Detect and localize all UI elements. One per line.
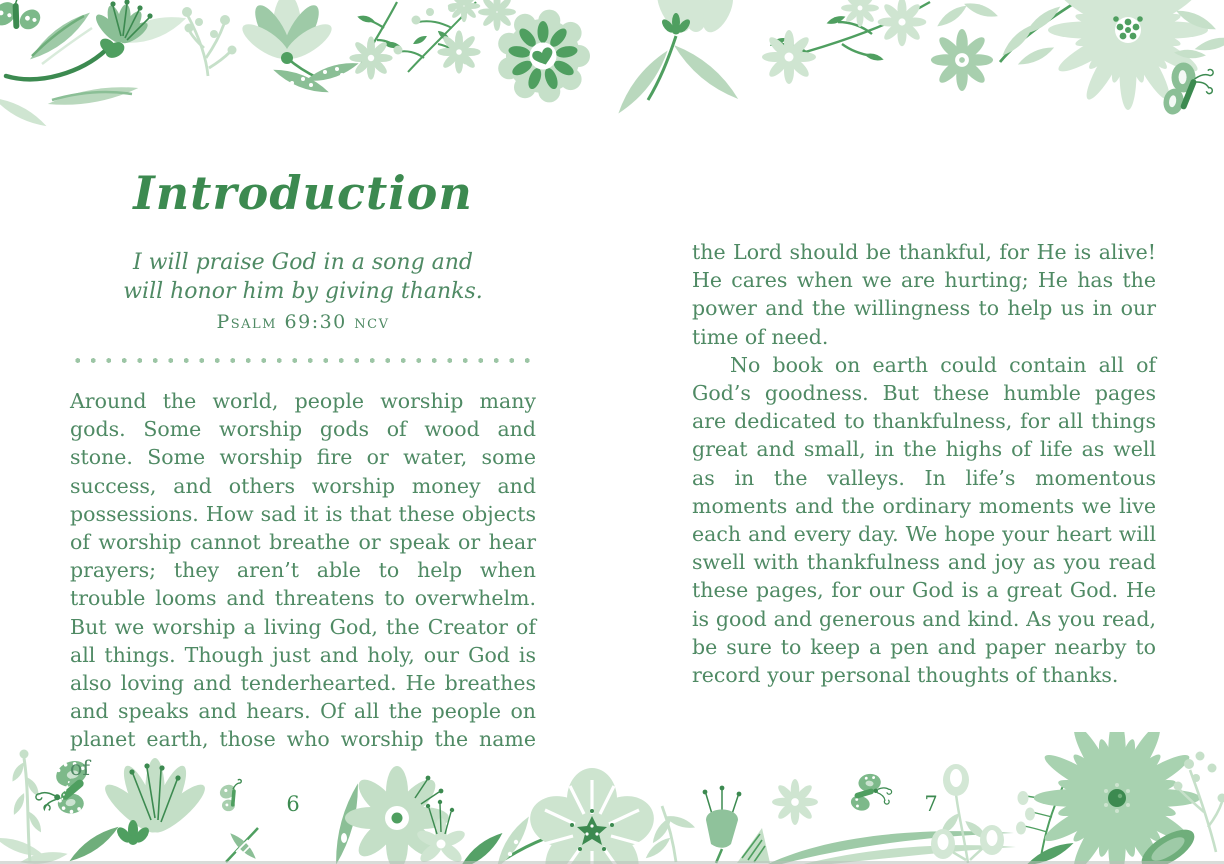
- quote-line-2: will honor him by giving thanks.: [123, 279, 483, 304]
- berry-sprig: [394, 0, 516, 74]
- berry-sprig: [182, 7, 237, 76]
- page-number-left: 6: [286, 792, 300, 816]
- heart-flower: [498, 10, 590, 103]
- leaf: [271, 58, 360, 98]
- sprig: [226, 828, 259, 862]
- flower: [92, 0, 189, 61]
- sprig: [0, 750, 69, 864]
- flower: [237, 0, 336, 65]
- daisy-flower: [772, 779, 818, 825]
- bud: [931, 829, 955, 859]
- page-number-right: 7: [924, 792, 938, 816]
- sprig: [349, 2, 401, 80]
- dotted-divider: [70, 357, 536, 364]
- right-page: [692, 238, 1156, 689]
- body-text-left: Around the world, people worship many gods. Some worship gods of wood and stone. Some worship fire or water, some success, and others worship money and possessions. How sad it is that these objects of worship cannot breathe or speak or hear prayers; they aren’t able to help when trouble looms and threatens to overwhelm. But we worship a living God, the Creator of all things. Though just and holy, our God is also loving and tenderhearted. He breathes and speaks and hears. Of all the people on planet earth, those who worship the name of: [70, 389, 536, 780]
- bud: [980, 825, 1004, 855]
- butterfly-icon: [0, 0, 47, 44]
- tulip-flower: [703, 786, 770, 863]
- butterfly-icon: [216, 779, 246, 813]
- leaf: [0, 82, 139, 131]
- floral-border-top: [0, 0, 1224, 150]
- flower: [523, 768, 660, 864]
- body-text-right-paragraph-1: the Lord should be thankful, for He is alive! He cares when we are hurting; He has the power and the willingness to help us in our time of need.: [692, 240, 1156, 349]
- quote-line-1: I will praise God in a song and: [132, 250, 474, 275]
- left-page: [70, 158, 536, 782]
- page-title: Introduction: [133, 166, 473, 220]
- tulip-flower: [613, 0, 743, 118]
- sprig: [762, 0, 930, 84]
- leaf: [66, 822, 122, 864]
- butterfly-icon: [848, 769, 894, 816]
- scripture-quote: [70, 248, 536, 306]
- body-text-right-paragraph-2: No book on earth could contain all of God’s goodness. But these humble pages are dedicated to thankfulness, for all things great and small, in the highs of life as well as in the valleys. In life’s momentous moments and the ordinary moments we live each and every day. We hope your heart will swell with thankfulness and joy as you read these pages, for our God is a great God. He is good and generous and kind. As you read, be sure to keep a pen and paper nearby to record your personal thoughts of thanks.: [692, 352, 1156, 688]
- bud: [943, 764, 969, 796]
- daisy-flower: [931, 29, 993, 91]
- quote-reference: Psalm 69:30 ncv: [216, 311, 390, 333]
